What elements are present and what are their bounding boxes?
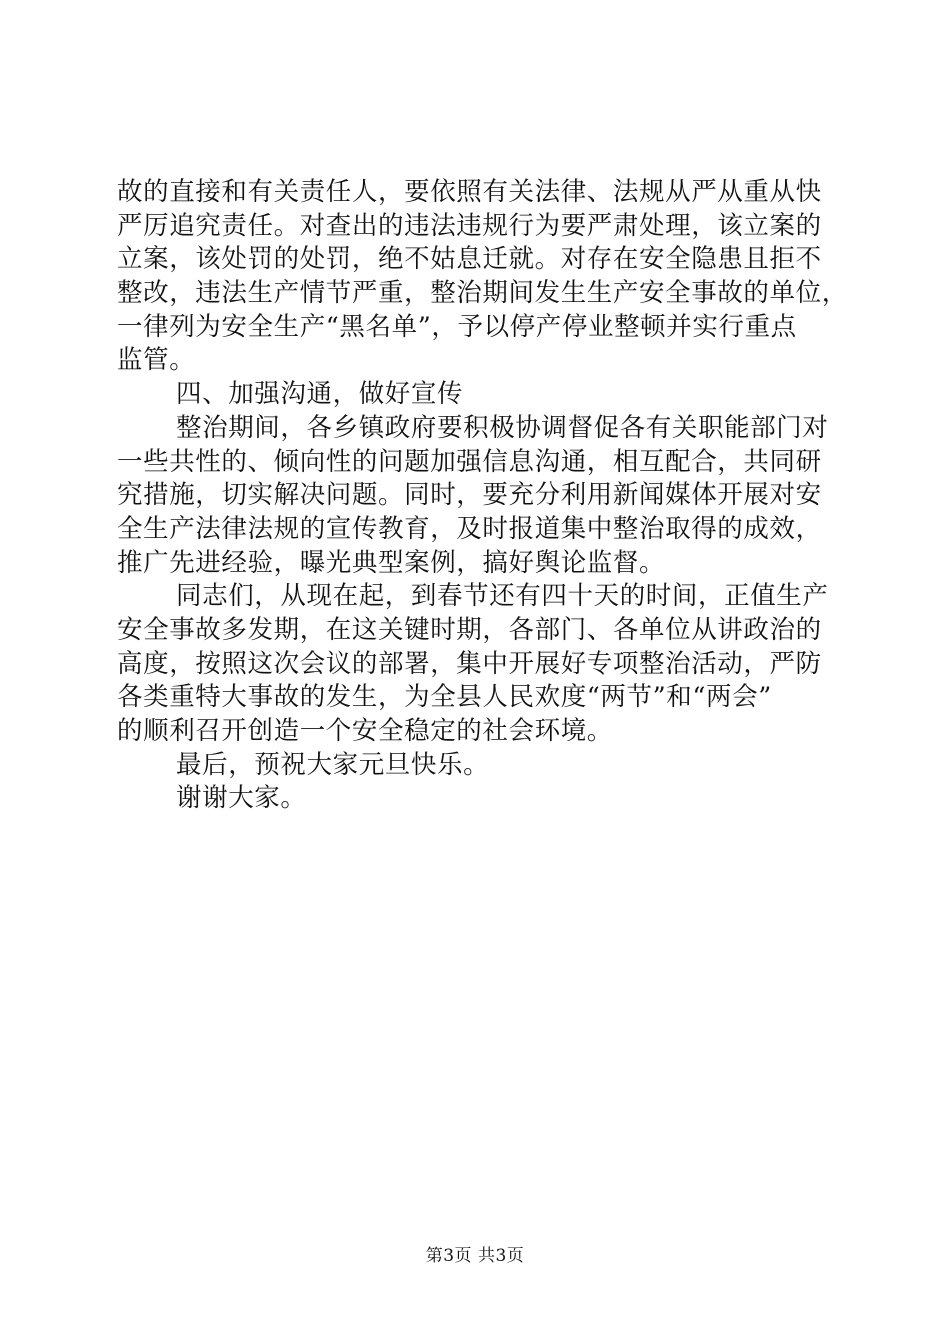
body-line: 整治期间，各乡镇政府要积极协调督促各有关职能部门对 [176, 412, 829, 443]
body-line: 一些共性的、倾向性的问题加强信息沟通，相互配合，共同研 [117, 446, 822, 477]
body-line: 各类重特大事故的发生，为全县人民欢度“两节”和“两会” [117, 682, 772, 713]
section-heading: 四、加强沟通，做好宣传 [176, 379, 464, 410]
body-line: 的顺利召开创造一个安全稳定的社会环境。 [117, 716, 613, 746]
body-line: 监管。 [117, 345, 196, 376]
body-line: 全生产法律法规的宣传教育，及时报道集中整治取得的成效， [117, 513, 822, 544]
body-line: 立案，该处罚的处罚，绝不姑息迁就。对存在安全隐患且拒不 [117, 244, 822, 275]
body-line: 同志们，从现在起，到春节还有四十天的时间，正值生产 [176, 581, 829, 612]
body-line: 安全事故多发期，在这关键时期，各部门、各单位从讲政治的 [117, 614, 822, 645]
body-line: 整改，违法生产情节严重，整治期间发生生产安全事故的单位， [117, 278, 848, 309]
body-line: 推广先进经验，曝光典型案例，搞好舆论监督。 [117, 547, 666, 578]
body-line: 故的直接和有关责任人，要依照有关法律、法规从严从重从快 [117, 177, 822, 207]
body-line: 一律列为安全生产“黑名单”，予以停产停业整顿并实行重点 [117, 311, 797, 342]
body-line: 究措施，切实解决问题。同时，要充分利用新闻媒体开展对安 [117, 480, 822, 511]
closing-line: 谢谢大家。 [176, 783, 307, 814]
page-footer: 第3页 共3页 [425, 1246, 525, 1266]
document-body [117, 176, 848, 816]
body-line: 严厉追究责任。对查出的违法违规行为要严肃处理，该立案的 [117, 210, 822, 241]
body-line: 高度，按照这次会议的部署，集中开展好专项整治活动，严防 [117, 648, 822, 679]
closing-line: 最后，预祝大家元旦快乐。 [176, 749, 490, 780]
